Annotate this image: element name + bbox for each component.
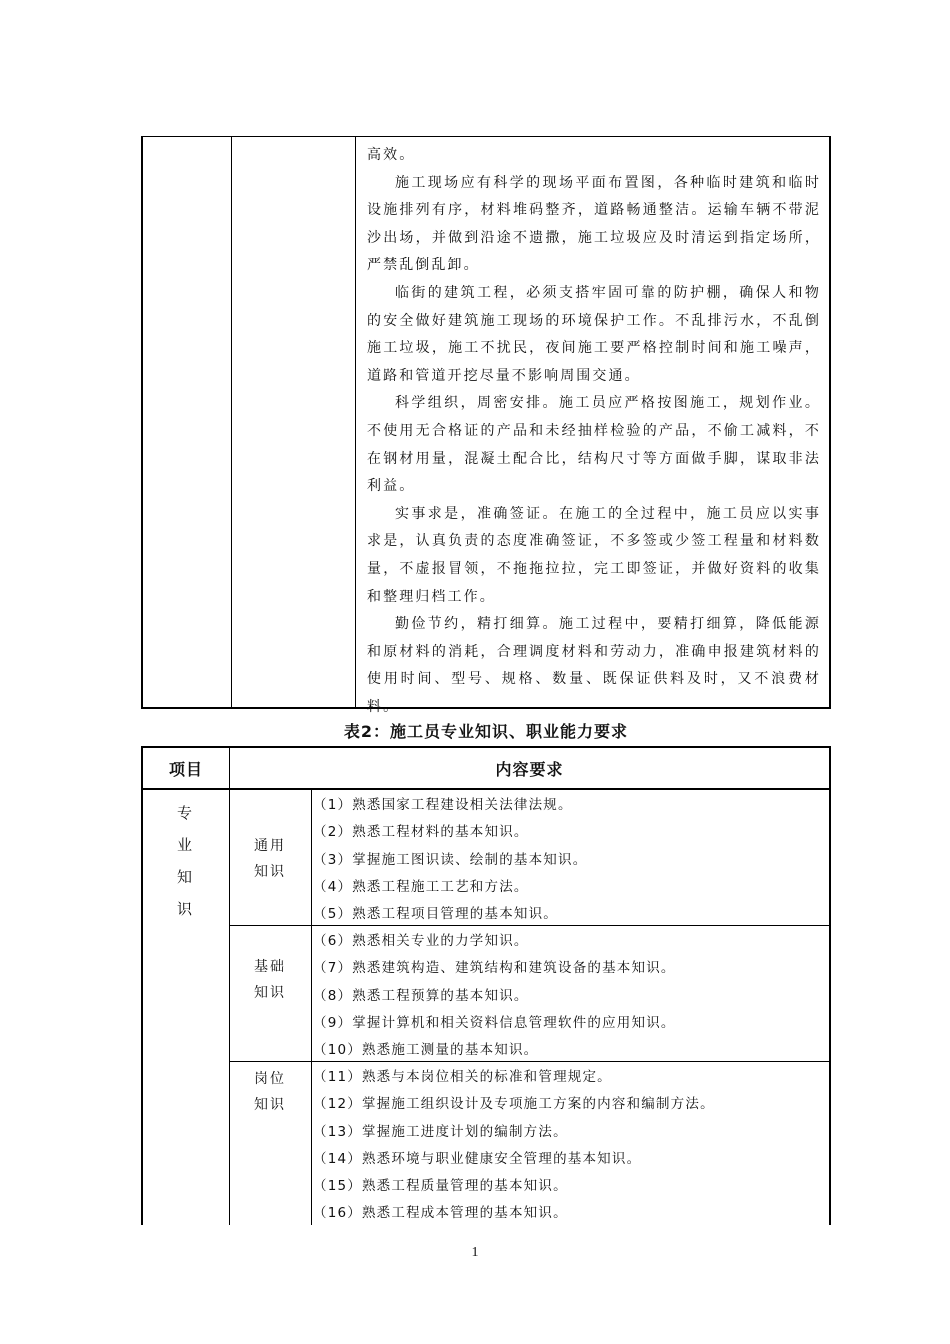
list-item: （6）熟悉相关专业的力学知识。 bbox=[313, 933, 529, 949]
column-divider bbox=[231, 137, 232, 707]
header-item: 项目 bbox=[168, 759, 203, 779]
list-item: （1）熟悉国家工程建设相关法律法规。 bbox=[313, 797, 573, 813]
page-number: 1 bbox=[471, 1245, 479, 1260]
item-list bbox=[313, 928, 823, 1064]
column-divider bbox=[355, 137, 356, 707]
list-item: （13）掌握施工进度计划的编制方法。 bbox=[313, 1123, 568, 1140]
list-item: （5）熟悉工程项目管理的基本知识。 bbox=[313, 906, 558, 923]
group-label: 通用知识 bbox=[254, 838, 286, 880]
paragraph: 临街的建筑工程，必须支搭牢固可靠的防护棚，确保人和物的安全做好建筑施工现场的环境保护工作。不乱排污水，不乱倒施工垃圾，施工不扰民，夜间施工要严格控制时间和施工噪声，道路和管道开挖尽量不影响周围交通。 bbox=[367, 284, 821, 384]
list-item: （10）熟悉施工测量的基本知识。 bbox=[313, 1042, 539, 1059]
paragraph: 科学组织，周密安排。施工员应严格按图施工，规划作业。不使用无合格证的产品和未经抽样检验的产品，不偷工减料，不在钢材用量，混凝土配合比，结构尺寸等方面做手脚，谋取非法利益。 bbox=[367, 395, 821, 495]
item-list bbox=[313, 1064, 823, 1228]
list-item: （12）掌握施工组织设计及专项施工方案的内容和编制方法。 bbox=[313, 1096, 715, 1113]
paragraph: 实事求是，准确签证。在施工的全过程中，施工员应以实事求是，认真负责的态度准确签证，不多签或少签工程量和材料数量，不虚报冒领，不拖拖拉拉，完工即签证，并做好资料的收集和整理归档工作。 bbox=[367, 505, 821, 605]
requirements-table bbox=[141, 746, 831, 1225]
header-content: 内容要求 bbox=[495, 759, 564, 779]
list-item: （16）熟悉工程成本管理的基本知识。 bbox=[313, 1205, 568, 1222]
table-caption: 表2：施工员专业知识、职业能力要求 bbox=[343, 722, 629, 741]
content-cell bbox=[357, 137, 829, 715]
list-item: （2）熟悉工程材料的基本知识。 bbox=[313, 824, 529, 841]
item-list bbox=[313, 792, 823, 928]
list-item: （8）熟悉工程预算的基本知识。 bbox=[313, 987, 529, 1004]
group-label: 基础知识 bbox=[254, 959, 286, 1001]
paragraph: 勤俭节约，精打细算。施工过程中，要精打细算，降低能源和原材料的消耗，合理调度材料和劳动力，准确申报建筑材料的使用时间、型号、规格、数量、既保证供料及时，又不浪费材料。 bbox=[367, 616, 821, 715]
category-label: 专业知识 bbox=[176, 804, 195, 918]
list-item: （9）掌握计算机和相关资料信息管理软件的应用知识。 bbox=[313, 1014, 676, 1031]
list-item: （15）熟悉工程质量管理的基本知识。 bbox=[313, 1178, 568, 1195]
list-item: （11）熟悉与本岗位相关的标准和管理规定。 bbox=[313, 1069, 612, 1085]
paragraph: 施工现场应有科学的现场平面布置图，各种临时建筑和临时设施排列有序，材料堆码整齐，道路畅通整洁。运输车辆不带泥沙出场，并做到沿途不遗撒，施工垃圾应及时清运到指定场所，严禁乱倒乱卸。 bbox=[367, 174, 821, 274]
list-item: （4）熟悉工程施工工艺和方法。 bbox=[313, 878, 529, 895]
group-label: 岗位知识 bbox=[254, 1071, 286, 1113]
header-divider bbox=[143, 788, 829, 790]
paragraph: 高效。 bbox=[367, 147, 416, 163]
continued-table bbox=[141, 136, 831, 715]
list-item: （3）掌握施工图识读、绘制的基本知识。 bbox=[313, 851, 588, 868]
list-item: （7）熟悉建筑构造、建筑结构和建筑设备的基本知识。 bbox=[313, 960, 676, 977]
list-item: （14）熟悉环境与职业健康安全管理的基本知识。 bbox=[313, 1150, 642, 1167]
column-divider bbox=[311, 790, 312, 1225]
